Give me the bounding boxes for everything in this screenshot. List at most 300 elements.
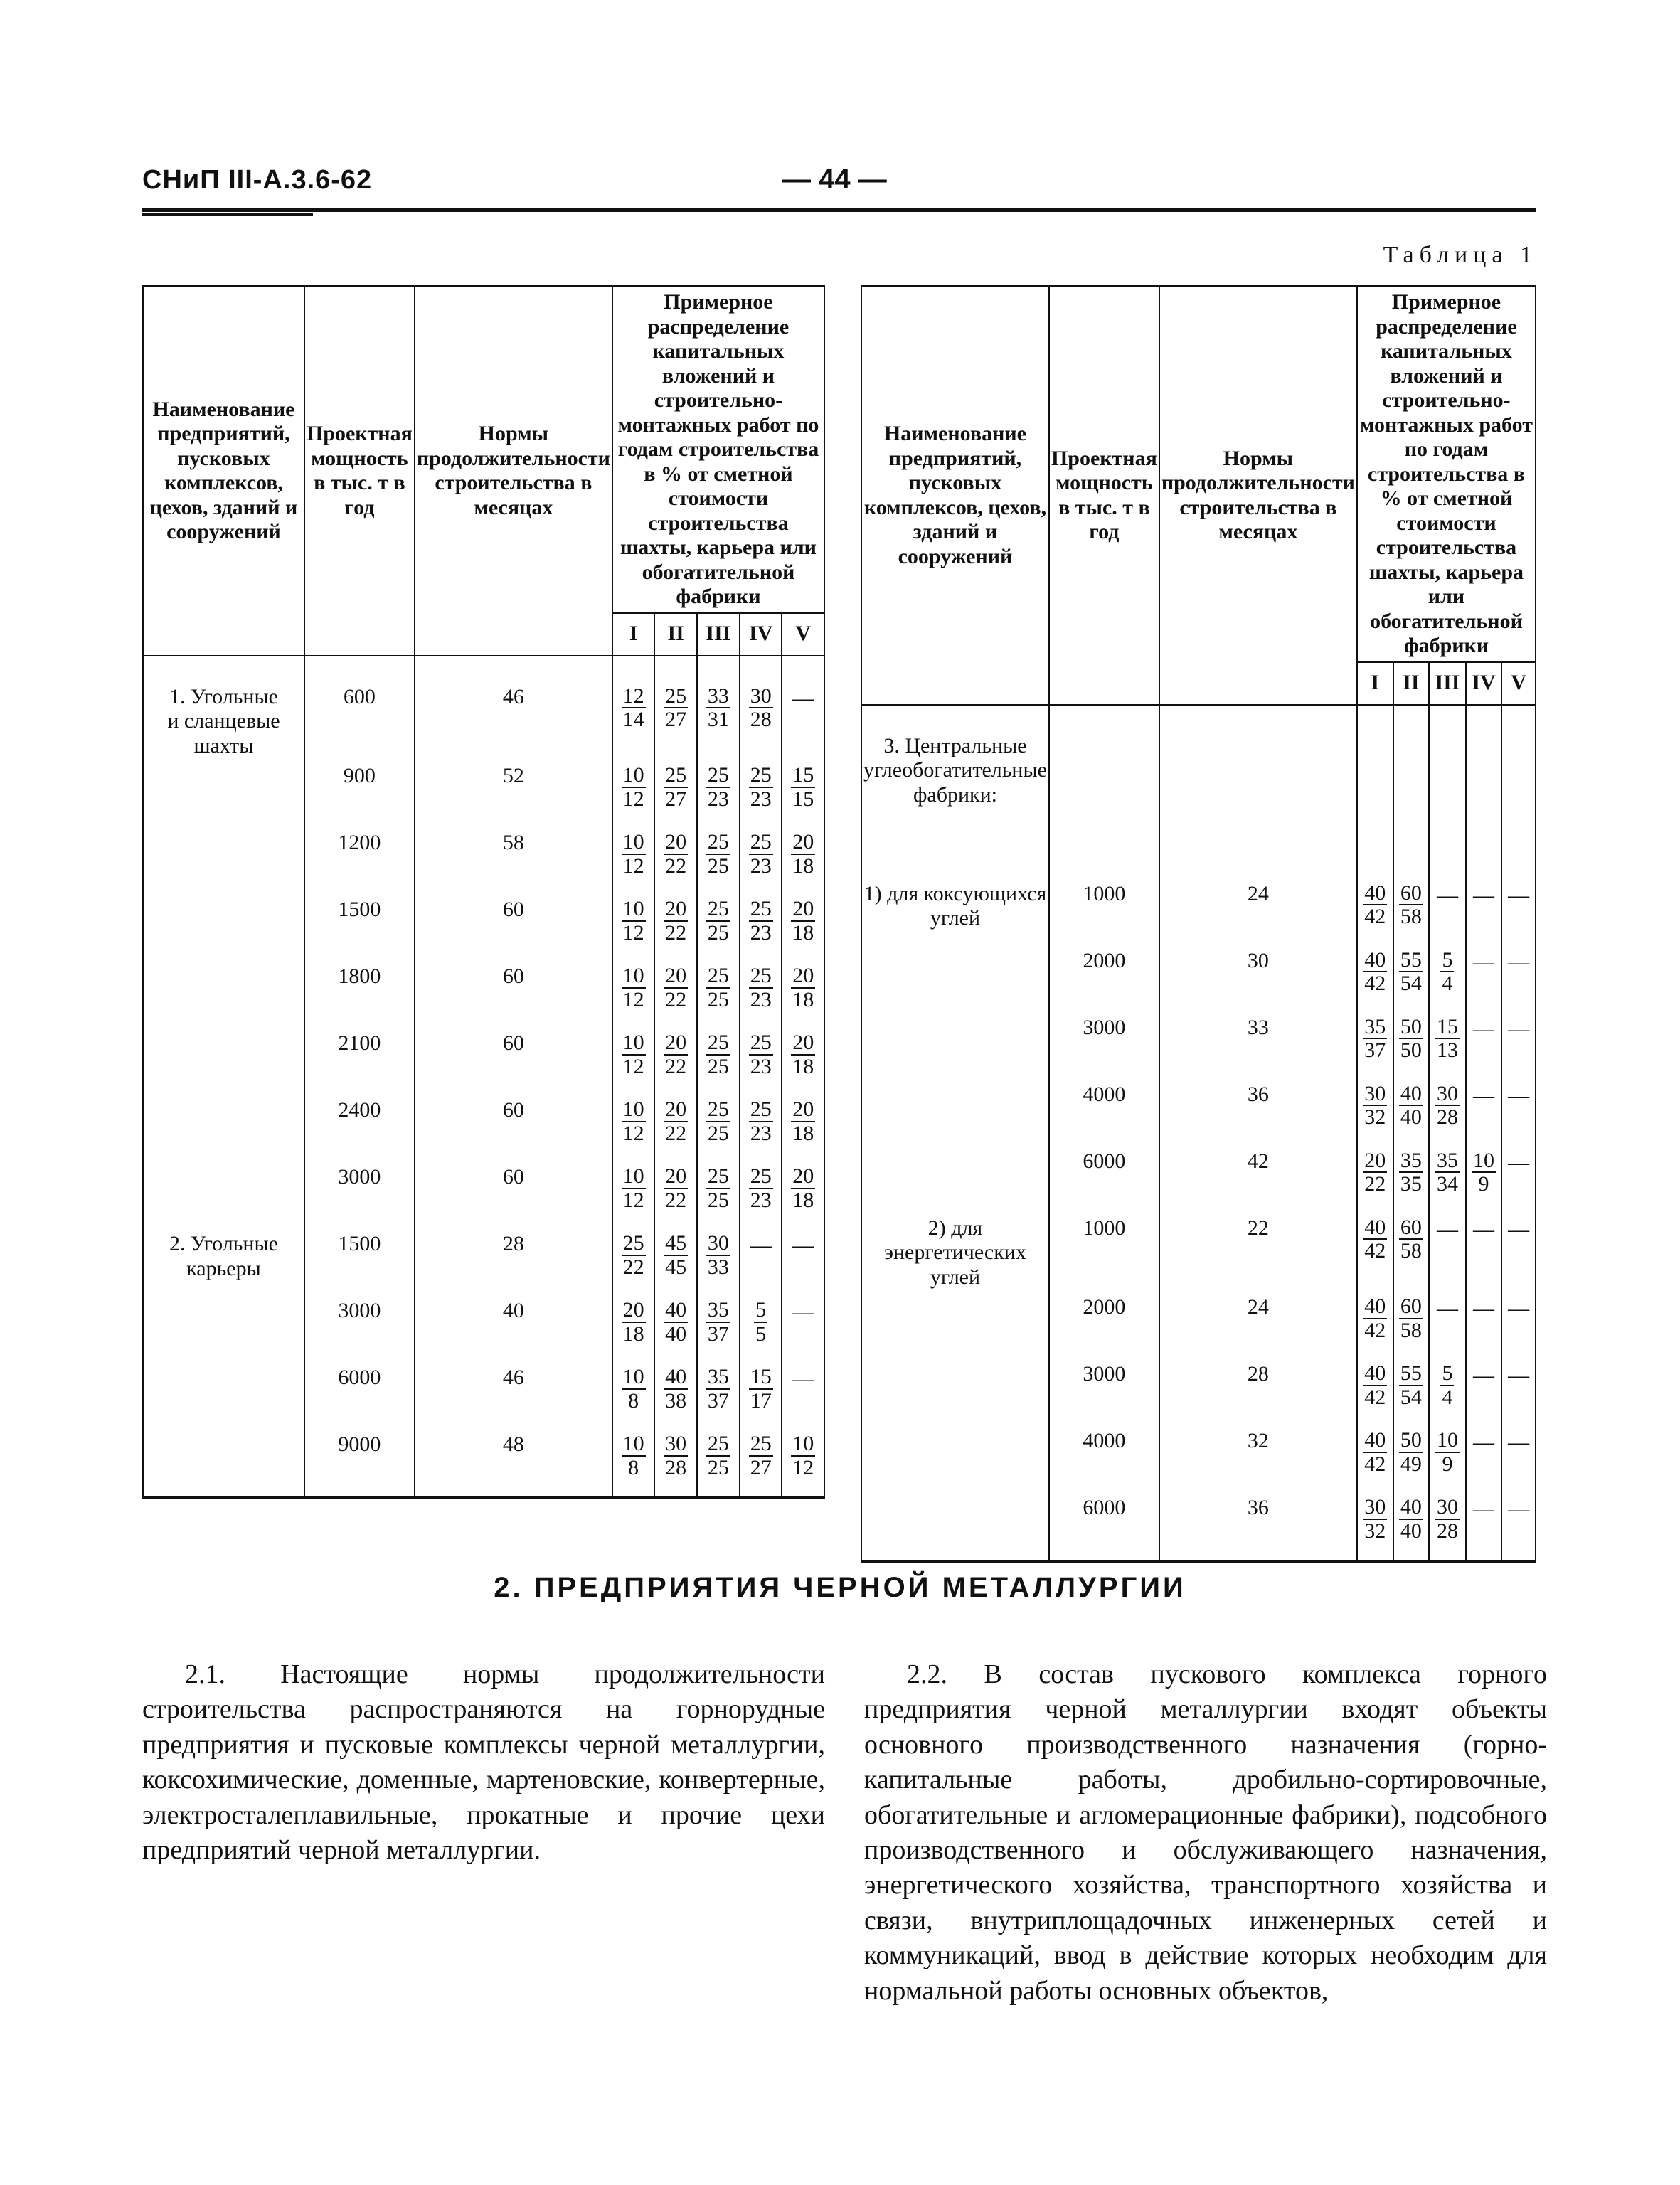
year-header: IV <box>740 613 782 656</box>
year-share-cell <box>1357 1493 1393 1561</box>
share-fraction <box>1363 1429 1387 1475</box>
share-capital: 20 <box>792 1097 814 1121</box>
empty-cell <box>1429 731 1465 879</box>
row-name <box>861 1426 1049 1493</box>
share-construction: 32 <box>1364 1105 1386 1129</box>
share-fraction <box>664 1165 688 1211</box>
empty-cell <box>1049 731 1159 879</box>
share-fraction <box>1435 1496 1460 1542</box>
text-column-left <box>142 1657 825 1872</box>
share-none: — <box>1473 950 1494 974</box>
year-share-cell <box>740 1028 782 1095</box>
share-capital: 55 <box>1400 1361 1422 1385</box>
share-fraction <box>622 1299 646 1345</box>
share-capital: 25 <box>707 1432 729 1455</box>
year-share-cell <box>1429 1292 1465 1359</box>
year-share-cell <box>1357 879 1393 946</box>
share-fraction <box>749 685 773 731</box>
share-construction: 25 <box>707 1054 729 1078</box>
share-fraction <box>622 685 646 731</box>
share-fraction <box>1399 882 1423 928</box>
share-fraction <box>664 1432 688 1479</box>
share-construction: 27 <box>665 708 687 731</box>
share-capital: 30 <box>750 684 772 708</box>
share-capital: 20 <box>665 897 687 920</box>
year-share-cell <box>1466 1493 1502 1561</box>
share-none: — <box>792 1367 814 1391</box>
share-fraction <box>1363 1295 1387 1341</box>
share-capital: 25 <box>665 763 687 787</box>
share-construction: 37 <box>707 1388 729 1413</box>
share-none: — <box>1473 1217 1494 1241</box>
share-fraction <box>1399 949 1423 995</box>
share-fraction <box>706 764 730 810</box>
share-fraction <box>791 1098 815 1144</box>
paragraph-2-2: 2.2. В состав пускового комплекса горного предприятия черной металлургии входят объекты основного производственного назначения (горно-капитальные работы, дробильно-сортировочные, обогатительные и агломерационные фабрики), подсобного производственного и обслуживающего назначения, энергетического хозяйства, транспортного хозяйства и связи, внутриплощадочных инженерных сетей и коммуникаций, ввод в действие которых необходим для нормальной работы основных объектов, <box>864 1659 1547 2006</box>
share-fraction <box>791 964 815 1011</box>
share-capital: 12 <box>622 684 644 708</box>
share-fraction <box>749 1165 773 1211</box>
year-share-cell <box>612 761 654 828</box>
col-header-distribution: Примерное распределение капитальных вложений и строительно-монтажных работ по годам строительства в % от сметной стоимости строительства шахты, карьера или обогатительной фабрики <box>612 286 824 613</box>
share-capital: 50 <box>1400 1428 1422 1452</box>
year-share-cell <box>1393 1147 1430 1213</box>
year-share-cell <box>1501 1493 1536 1561</box>
year-share-cell <box>654 828 696 895</box>
spacer-cell <box>654 656 696 682</box>
share-none: — <box>1508 1083 1530 1107</box>
share-construction: 34 <box>1436 1172 1458 1196</box>
table-row <box>143 895 824 962</box>
share-construction: 40 <box>1400 1519 1422 1543</box>
share-fraction <box>622 1031 646 1078</box>
share-fraction <box>664 898 688 944</box>
share-capital: 20 <box>622 1298 644 1322</box>
year-share-cell <box>697 1095 740 1162</box>
year-share-cell <box>1393 1213 1430 1293</box>
capacity-cell: 6000 <box>1049 1147 1159 1213</box>
duration-cell: 60 <box>415 1095 612 1162</box>
share-capital: 25 <box>750 964 772 987</box>
capacity-cell: 1200 <box>304 828 415 895</box>
share-construction: 33 <box>707 1255 729 1279</box>
share-capital: 30 <box>707 1231 729 1255</box>
table-row <box>143 1296 824 1363</box>
year-share-cell <box>697 682 740 762</box>
year-share-cell <box>782 1430 824 1498</box>
share-fraction <box>1363 1016 1387 1062</box>
year-share-cell <box>740 1363 782 1430</box>
duration-cell: 32 <box>1159 1426 1357 1493</box>
year-share-cell <box>1501 946 1536 1013</box>
year-share-cell <box>612 1296 654 1363</box>
year-share-cell <box>1429 946 1465 1013</box>
year-share-cell <box>612 1162 654 1229</box>
share-capital: 45 <box>665 1231 687 1255</box>
share-fraction <box>791 1432 815 1479</box>
share-construction: 45 <box>665 1255 687 1279</box>
share-construction: 22 <box>665 854 687 878</box>
share-none: — <box>1508 1217 1530 1241</box>
share-construction: 23 <box>750 920 772 945</box>
table-row <box>861 946 1536 1013</box>
year-share-cell <box>1393 879 1430 946</box>
share-capital: 10 <box>1436 1428 1458 1452</box>
share-construction: 22 <box>1364 1172 1386 1196</box>
spacer-cell <box>861 705 1049 731</box>
capacity-cell: 1000 <box>1049 879 1159 946</box>
year-share-cell <box>1501 1213 1536 1293</box>
row-name <box>143 1095 304 1162</box>
table-row <box>143 682 824 762</box>
share-construction: 18 <box>792 854 814 878</box>
share-construction: 42 <box>1364 972 1386 995</box>
row-name <box>143 1296 304 1363</box>
year-share-cell <box>1393 1080 1430 1147</box>
share-none: — <box>1436 1297 1458 1320</box>
spacer-cell <box>612 656 654 682</box>
table-row <box>861 1147 1536 1213</box>
duration-cell: 60 <box>415 895 612 962</box>
year-header: III <box>1429 662 1465 705</box>
share-fraction <box>622 1098 646 1144</box>
year-share-cell <box>1429 1013 1465 1080</box>
share-capital: 10 <box>622 1097 644 1121</box>
share-construction: 12 <box>622 1054 644 1078</box>
year-share-cell <box>612 682 654 762</box>
share-capital: 40 <box>665 1298 687 1322</box>
share-capital: 25 <box>707 1097 729 1121</box>
share-construction: 40 <box>665 1322 687 1346</box>
year-share-cell <box>697 761 740 828</box>
year-share-cell <box>1357 1359 1393 1426</box>
share-fraction <box>749 764 773 810</box>
share-construction: 22 <box>622 1255 644 1279</box>
year-header: V <box>782 613 824 656</box>
share-capital: 10 <box>1473 1148 1494 1172</box>
share-capital: 15 <box>1436 1014 1458 1038</box>
share-capital: 10 <box>622 1365 644 1388</box>
share-capital: 20 <box>665 830 687 854</box>
share-fraction <box>791 898 815 944</box>
capacity-cell: 6000 <box>1049 1493 1159 1561</box>
share-capital: 10 <box>622 897 644 920</box>
capacity-cell: 4000 <box>1049 1426 1159 1493</box>
year-share-cell <box>1501 1359 1536 1426</box>
share-construction: 23 <box>750 787 772 811</box>
share-none: — <box>1508 1016 1530 1041</box>
row-name <box>861 1292 1049 1359</box>
share-fraction <box>749 831 773 877</box>
share-construction: 42 <box>1364 1452 1386 1476</box>
share-construction: 58 <box>1400 905 1422 928</box>
share-capital: 40 <box>1364 1361 1386 1385</box>
share-construction: 22 <box>665 987 687 1011</box>
table-caption: Таблица 1 <box>1383 242 1538 268</box>
share-capital: 33 <box>707 684 729 708</box>
share-capital: 25 <box>750 830 772 854</box>
share-capital: 20 <box>665 964 687 987</box>
share-capital: 60 <box>1400 1215 1422 1239</box>
row-name <box>861 1080 1049 1147</box>
share-none: — <box>1473 1083 1494 1107</box>
share-capital: 15 <box>750 1365 772 1388</box>
share-construction: 23 <box>750 1121 772 1145</box>
share-fraction <box>622 898 646 944</box>
share-capital: 30 <box>665 1432 687 1455</box>
share-fraction <box>664 1098 688 1144</box>
share-capital: 20 <box>792 1164 814 1188</box>
year-header: V <box>1501 662 1536 705</box>
share-capital: 40 <box>1364 1215 1386 1239</box>
col-header-name: Наименование предприятий, пусковых комплексов, цехов, зданий и сооружений <box>143 286 304 656</box>
share-construction: 42 <box>1364 1318 1386 1342</box>
share-fraction <box>1435 1429 1460 1475</box>
share-construction: 38 <box>665 1388 687 1413</box>
share-construction: 23 <box>750 1188 772 1212</box>
share-capital: 10 <box>622 1432 644 1455</box>
year-share-cell <box>697 1363 740 1430</box>
year-share-cell <box>1466 1013 1502 1080</box>
col-header-duration: Нормы продолжительности строительства в месяцах <box>415 286 612 656</box>
year-share-cell <box>654 895 696 962</box>
share-fraction <box>1440 949 1454 995</box>
share-construction: 28 <box>1436 1105 1458 1129</box>
share-none: — <box>1473 1430 1494 1454</box>
share-capital: 25 <box>750 1432 772 1455</box>
share-capital: 40 <box>1364 1294 1386 1318</box>
year-share-cell <box>612 1095 654 1162</box>
year-share-cell <box>782 1296 824 1363</box>
empty-cell <box>1393 731 1430 879</box>
share-construction: 35 <box>1400 1172 1422 1196</box>
share-capital: 20 <box>792 897 814 920</box>
year-share-cell <box>782 682 824 762</box>
year-share-cell <box>612 1430 654 1498</box>
share-construction: 25 <box>707 987 729 1011</box>
share-capital: 20 <box>665 1164 687 1188</box>
share-construction: 18 <box>792 987 814 1011</box>
share-capital: 5 <box>755 1298 767 1322</box>
share-construction: 50 <box>1400 1038 1422 1062</box>
share-capital: 25 <box>665 684 687 708</box>
duration-cell: 30 <box>1159 946 1357 1013</box>
share-capital: 20 <box>665 1031 687 1054</box>
capacity-cell: 9000 <box>304 1430 415 1498</box>
group-title-row <box>861 731 1536 879</box>
capacity-cell: 3000 <box>304 1162 415 1229</box>
share-capital: 40 <box>1364 881 1386 905</box>
share-capital: 25 <box>707 897 729 920</box>
share-capital: 10 <box>622 763 644 787</box>
share-capital: 25 <box>707 964 729 987</box>
share-construction: 18 <box>792 1054 814 1078</box>
share-fraction <box>1399 1496 1423 1542</box>
year-share-cell <box>1466 1147 1502 1213</box>
share-none: — <box>1508 1150 1530 1174</box>
share-fraction <box>1435 1016 1460 1062</box>
year-share-cell <box>1501 1013 1536 1080</box>
share-fraction <box>1399 1295 1423 1341</box>
spacer-row <box>143 656 824 682</box>
share-fraction <box>1363 1216 1387 1262</box>
year-share-cell <box>1501 1147 1536 1213</box>
row-name: 1. Угольные и сланцевые шахты <box>143 682 304 762</box>
share-fraction <box>791 831 815 877</box>
year-share-cell <box>697 1162 740 1229</box>
share-fraction <box>1399 1016 1423 1062</box>
share-construction: 25 <box>707 1455 729 1479</box>
row-name <box>143 1430 304 1498</box>
table-row <box>861 879 1536 946</box>
share-fraction <box>664 1366 688 1412</box>
share-fraction <box>622 1432 646 1479</box>
year-share-cell <box>697 962 740 1028</box>
capacity-cell: 3000 <box>304 1296 415 1363</box>
year-share-cell <box>1466 1292 1502 1359</box>
spacer-cell <box>1429 705 1465 731</box>
table-row <box>143 1229 824 1296</box>
share-none: — <box>1473 1297 1494 1320</box>
duration-cell: 36 <box>1159 1493 1357 1561</box>
share-fraction <box>664 1299 688 1345</box>
year-share-cell <box>1357 1426 1393 1493</box>
year-share-cell <box>1429 1213 1465 1293</box>
share-construction: 12 <box>622 1121 644 1145</box>
share-capital: 25 <box>707 763 729 787</box>
share-construction: 12 <box>622 920 644 945</box>
spacer-cell <box>1049 705 1159 731</box>
year-share-cell <box>740 1229 782 1296</box>
year-share-cell <box>654 962 696 1028</box>
share-capital: 20 <box>792 964 814 987</box>
share-capital: 20 <box>1364 1148 1386 1172</box>
share-construction: 4 <box>1442 1385 1453 1409</box>
share-capital: 25 <box>707 1031 729 1054</box>
share-construction: 8 <box>628 1455 639 1479</box>
capacity-cell: 1800 <box>304 962 415 1028</box>
table-row <box>861 1359 1536 1426</box>
share-fraction <box>1440 1362 1454 1408</box>
year-share-cell <box>1429 1426 1465 1493</box>
share-fraction <box>1399 1149 1423 1196</box>
year-share-cell <box>740 828 782 895</box>
share-capital: 60 <box>1400 1294 1422 1318</box>
share-fraction <box>664 1232 688 1278</box>
year-share-cell <box>654 1363 696 1430</box>
share-fraction <box>1399 1362 1423 1408</box>
duration-cell: 60 <box>415 962 612 1028</box>
share-capital: 50 <box>1400 1014 1422 1038</box>
capacity-cell: 6000 <box>304 1363 415 1430</box>
share-fraction <box>706 898 730 944</box>
year-share-cell <box>654 682 696 762</box>
share-fraction <box>622 831 646 877</box>
share-none: — <box>1508 1430 1530 1454</box>
empty-cell <box>1501 731 1536 879</box>
row-name <box>861 1013 1049 1080</box>
year-share-cell <box>782 1095 824 1162</box>
year-share-cell <box>1429 1493 1465 1561</box>
share-construction: 58 <box>1400 1239 1422 1262</box>
table-row <box>861 1292 1536 1359</box>
share-capital: 25 <box>707 830 729 854</box>
year-share-cell <box>1466 1080 1502 1147</box>
share-construction: 40 <box>1400 1105 1422 1129</box>
share-construction: 27 <box>665 787 687 811</box>
year-share-cell <box>1501 1426 1536 1493</box>
col-header-capacity: Проектная мощность в тыс. т в год <box>1049 286 1159 705</box>
year-share-cell <box>654 1296 696 1363</box>
year-share-cell <box>1357 1292 1393 1359</box>
year-share-cell <box>1429 1359 1465 1426</box>
share-fraction <box>1363 949 1387 995</box>
year-share-cell <box>1429 1080 1465 1147</box>
share-capital: 15 <box>792 763 814 787</box>
share-construction: 28 <box>665 1455 687 1479</box>
row-name <box>861 946 1049 1013</box>
share-fraction <box>1363 1083 1387 1129</box>
share-construction: 42 <box>1364 1385 1386 1409</box>
share-construction: 4 <box>1442 972 1453 995</box>
share-construction: 23 <box>750 854 772 878</box>
duration-cell: 28 <box>415 1229 612 1296</box>
share-construction: 25 <box>707 854 729 878</box>
share-fraction <box>706 1098 730 1144</box>
spacer-cell <box>415 656 612 682</box>
share-fraction <box>749 1366 773 1412</box>
capacity-cell: 2100 <box>304 1028 415 1095</box>
year-share-cell <box>612 828 654 895</box>
year-share-cell <box>782 1229 824 1296</box>
year-share-cell <box>782 962 824 1028</box>
share-construction: 13 <box>1436 1038 1458 1062</box>
share-fraction <box>706 964 730 1011</box>
year-share-cell <box>1466 1426 1502 1493</box>
empty-cell <box>1159 731 1357 879</box>
year-share-cell <box>782 895 824 962</box>
spacer-cell <box>1357 705 1393 731</box>
capacity-cell: 900 <box>304 761 415 828</box>
year-share-cell <box>782 1363 824 1430</box>
capacity-cell: 1500 <box>304 895 415 962</box>
share-fraction <box>706 1432 730 1479</box>
share-construction: 32 <box>1364 1519 1386 1543</box>
share-construction: 12 <box>622 787 644 811</box>
share-capital: 10 <box>792 1432 814 1455</box>
share-construction: 12 <box>792 1455 814 1479</box>
share-construction: 27 <box>750 1455 772 1479</box>
share-construction: 23 <box>750 987 772 1011</box>
paragraph-2-1: 2.1. Настоящие нормы продолжительности строительства распространяются на горнорудные предприятия и пусковые комплексы черной металлургии, коксохимические, доменные, мартеновские, конвертерные, электросталеплавильные, прокатные и прочие цехи предприятий черной металлургии. <box>142 1659 825 1865</box>
share-fraction <box>706 831 730 877</box>
share-none: — <box>792 1233 814 1257</box>
share-fraction <box>749 898 773 944</box>
year-header: I <box>612 613 654 656</box>
share-none: — <box>1436 883 1458 907</box>
capacity-cell: 3000 <box>1049 1359 1159 1426</box>
share-fraction <box>1363 1362 1387 1408</box>
year-share-cell <box>1466 946 1502 1013</box>
duration-cell: 48 <box>415 1430 612 1498</box>
capacity-cell: 600 <box>304 682 415 762</box>
share-capital: 25 <box>750 763 772 787</box>
share-fraction <box>622 964 646 1011</box>
duration-cell: 46 <box>415 1363 612 1430</box>
row-name <box>143 1363 304 1430</box>
empty-cell <box>1357 731 1393 879</box>
share-construction: 22 <box>665 1121 687 1145</box>
